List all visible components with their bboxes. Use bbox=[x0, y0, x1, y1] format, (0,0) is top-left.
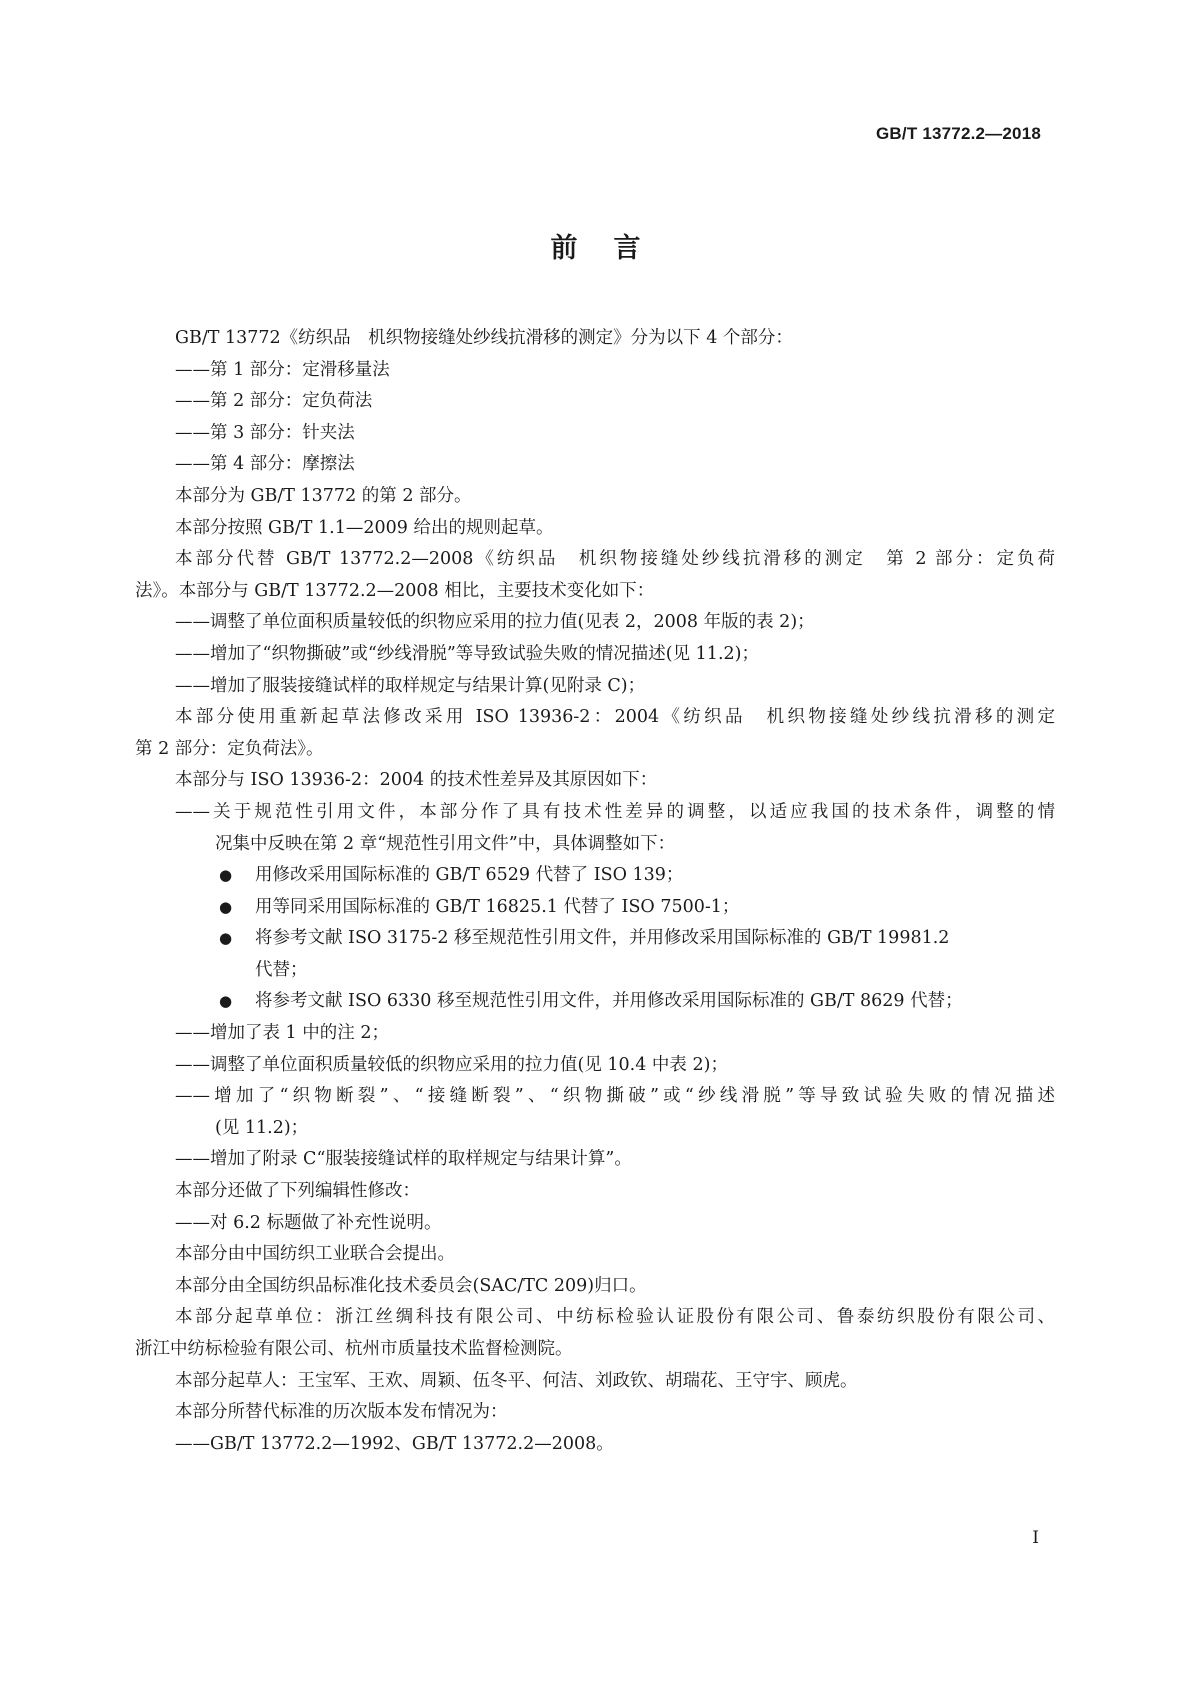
list-item: ——对 6.2 标题做了补充性说明。 bbox=[175, 1212, 442, 1233]
list-item-continued: (见 11.2)； bbox=[215, 1117, 309, 1138]
foreword-body bbox=[135, 323, 1055, 1460]
bullet-text: 用修改采用国际标准的 GB/T 6529 代替了 ISO 139； bbox=[255, 865, 684, 886]
bullet-item bbox=[135, 986, 1055, 1018]
bullet-item bbox=[135, 892, 1055, 924]
list-item: ——GB/T 13772.2—1992、GB/T 13772.2—2008。 bbox=[175, 1433, 614, 1454]
paragraph-continued: 法》。本部分与 GB/T 13772.2—2008 相比，主要技术变化如下： bbox=[135, 580, 655, 601]
paragraph: 本部分起草单位：浙江丝绸科技有限公司、中纺标检验认证股份有限公司、鲁泰纺织股份有限公司、 bbox=[175, 1307, 1055, 1328]
paragraph: 本部分为 GB/T 13772 的第 2 部分。 bbox=[175, 485, 472, 506]
paragraph: 本部分与 ISO 13936-2：2004 的技术性差异及其原因如下： bbox=[175, 770, 658, 791]
list-item: ——关于规范性引用文件，本部分作了具有技术性差异的调整，以适应我国的技术条件，调整的情 bbox=[175, 801, 1055, 822]
list-item: ——第 2 部分：定负荷法 bbox=[175, 391, 373, 412]
list-item: ——增加了“织物撕破”或“纱线滑脱”等导致试验失败的情况描述(见 11.2)； bbox=[175, 643, 759, 664]
bullet-text: 将参考文献 ISO 6330 移至规范性引用文件，并用修改采用国际标准的 GB/T 8629 代替； bbox=[255, 991, 963, 1012]
paragraph-continued: 第 2 部分：定负荷法》。 bbox=[135, 738, 324, 759]
bullet-icon: ● bbox=[219, 897, 233, 916]
list-item: ——第 3 部分：针夹法 bbox=[175, 422, 355, 443]
paragraph: 本部分所替代标准的历次版本发布情况为： bbox=[175, 1402, 508, 1423]
paragraph: 本部分按照 GB/T 1.1—2009 给出的规则起草。 bbox=[175, 517, 554, 538]
paragraph: GB/T 13772《纺织品 机织物接缝处纱线抗滑移的测定》分为以下 4 个部分： bbox=[175, 328, 793, 348]
page-number: I bbox=[1032, 1528, 1039, 1548]
paragraph: 本部分由全国纺织品标准化技术委员会(SAC/TC 209)归口。 bbox=[175, 1275, 647, 1296]
list-item-continued: 况集中反映在第 2 章“规范性引用文件”中，具体调整如下： bbox=[215, 833, 676, 854]
standard-code: GB/T 13772.2—2018 bbox=[876, 124, 1041, 143]
list-item: ——第 4 部分：摩擦法 bbox=[175, 454, 355, 475]
paragraph: 本部分由中国纺织工业联合会提出。 bbox=[175, 1244, 455, 1265]
list-item: ——第 1 部分：定滑移量法 bbox=[175, 359, 390, 380]
bullet-item-continued: 代替； bbox=[255, 959, 308, 980]
list-item: ——增加了表 1 中的注 2； bbox=[175, 1023, 389, 1044]
bullet-icon: ● bbox=[219, 866, 233, 885]
list-item: ——增加了“织物断裂”、“接缝断裂”、“织物撕破”或“纱线滑脱”等导致试验失败的情况描述 bbox=[175, 1086, 1055, 1107]
list-item: ——增加了服装接缝试样的取样规定与结果计算(见附录 C)； bbox=[175, 675, 646, 696]
bullet-icon: ● bbox=[219, 929, 233, 948]
bullet-item bbox=[135, 860, 1055, 892]
page-title: 前言 bbox=[550, 233, 677, 264]
paragraph: 本部分起草人：王宝军、王欢、周颖、伍冬平、何洁、刘政钦、胡瑞花、王守宇、顾虎。 bbox=[175, 1370, 858, 1391]
bullet-icon: ● bbox=[219, 992, 233, 1011]
bullet-text: 将参考文献 ISO 3175-2 移至规范性引用文件，并用修改采用国际标准的 GB/T 19981.2 bbox=[255, 928, 950, 949]
bullet-text: 用等同采用国际标准的 GB/T 16825.1 代替了 ISO 7500-1； bbox=[255, 896, 740, 917]
paragraph: 本部分使用重新起草法修改采用 ISO 13936-2：2004《纺织品 机织物接缝处纱线抗滑移的测定 bbox=[175, 707, 1055, 728]
list-item: ——调整了单位面积质量较低的织物应采用的拉力值(见 10.4 中表 2)； bbox=[175, 1054, 728, 1075]
list-item: ——调整了单位面积质量较低的织物应采用的拉力值(见表 2，2008 年版的表 2)； bbox=[175, 612, 815, 633]
bullet-item bbox=[135, 923, 1055, 955]
list-item: ——增加了附录 C“服装接缝试样的取样规定与结果计算”。 bbox=[175, 1149, 632, 1170]
paragraph-continued: 浙江中纺标检验有限公司、杭州市质量技术监督检测院。 bbox=[135, 1339, 573, 1359]
paragraph: 本部分还做了下列编辑性修改： bbox=[175, 1181, 420, 1202]
paragraph: 本部分代替 GB/T 13772.2—2008《纺织品 机织物接缝处纱线抗滑移的测定 第 2 部分：定负荷 bbox=[175, 549, 1055, 570]
